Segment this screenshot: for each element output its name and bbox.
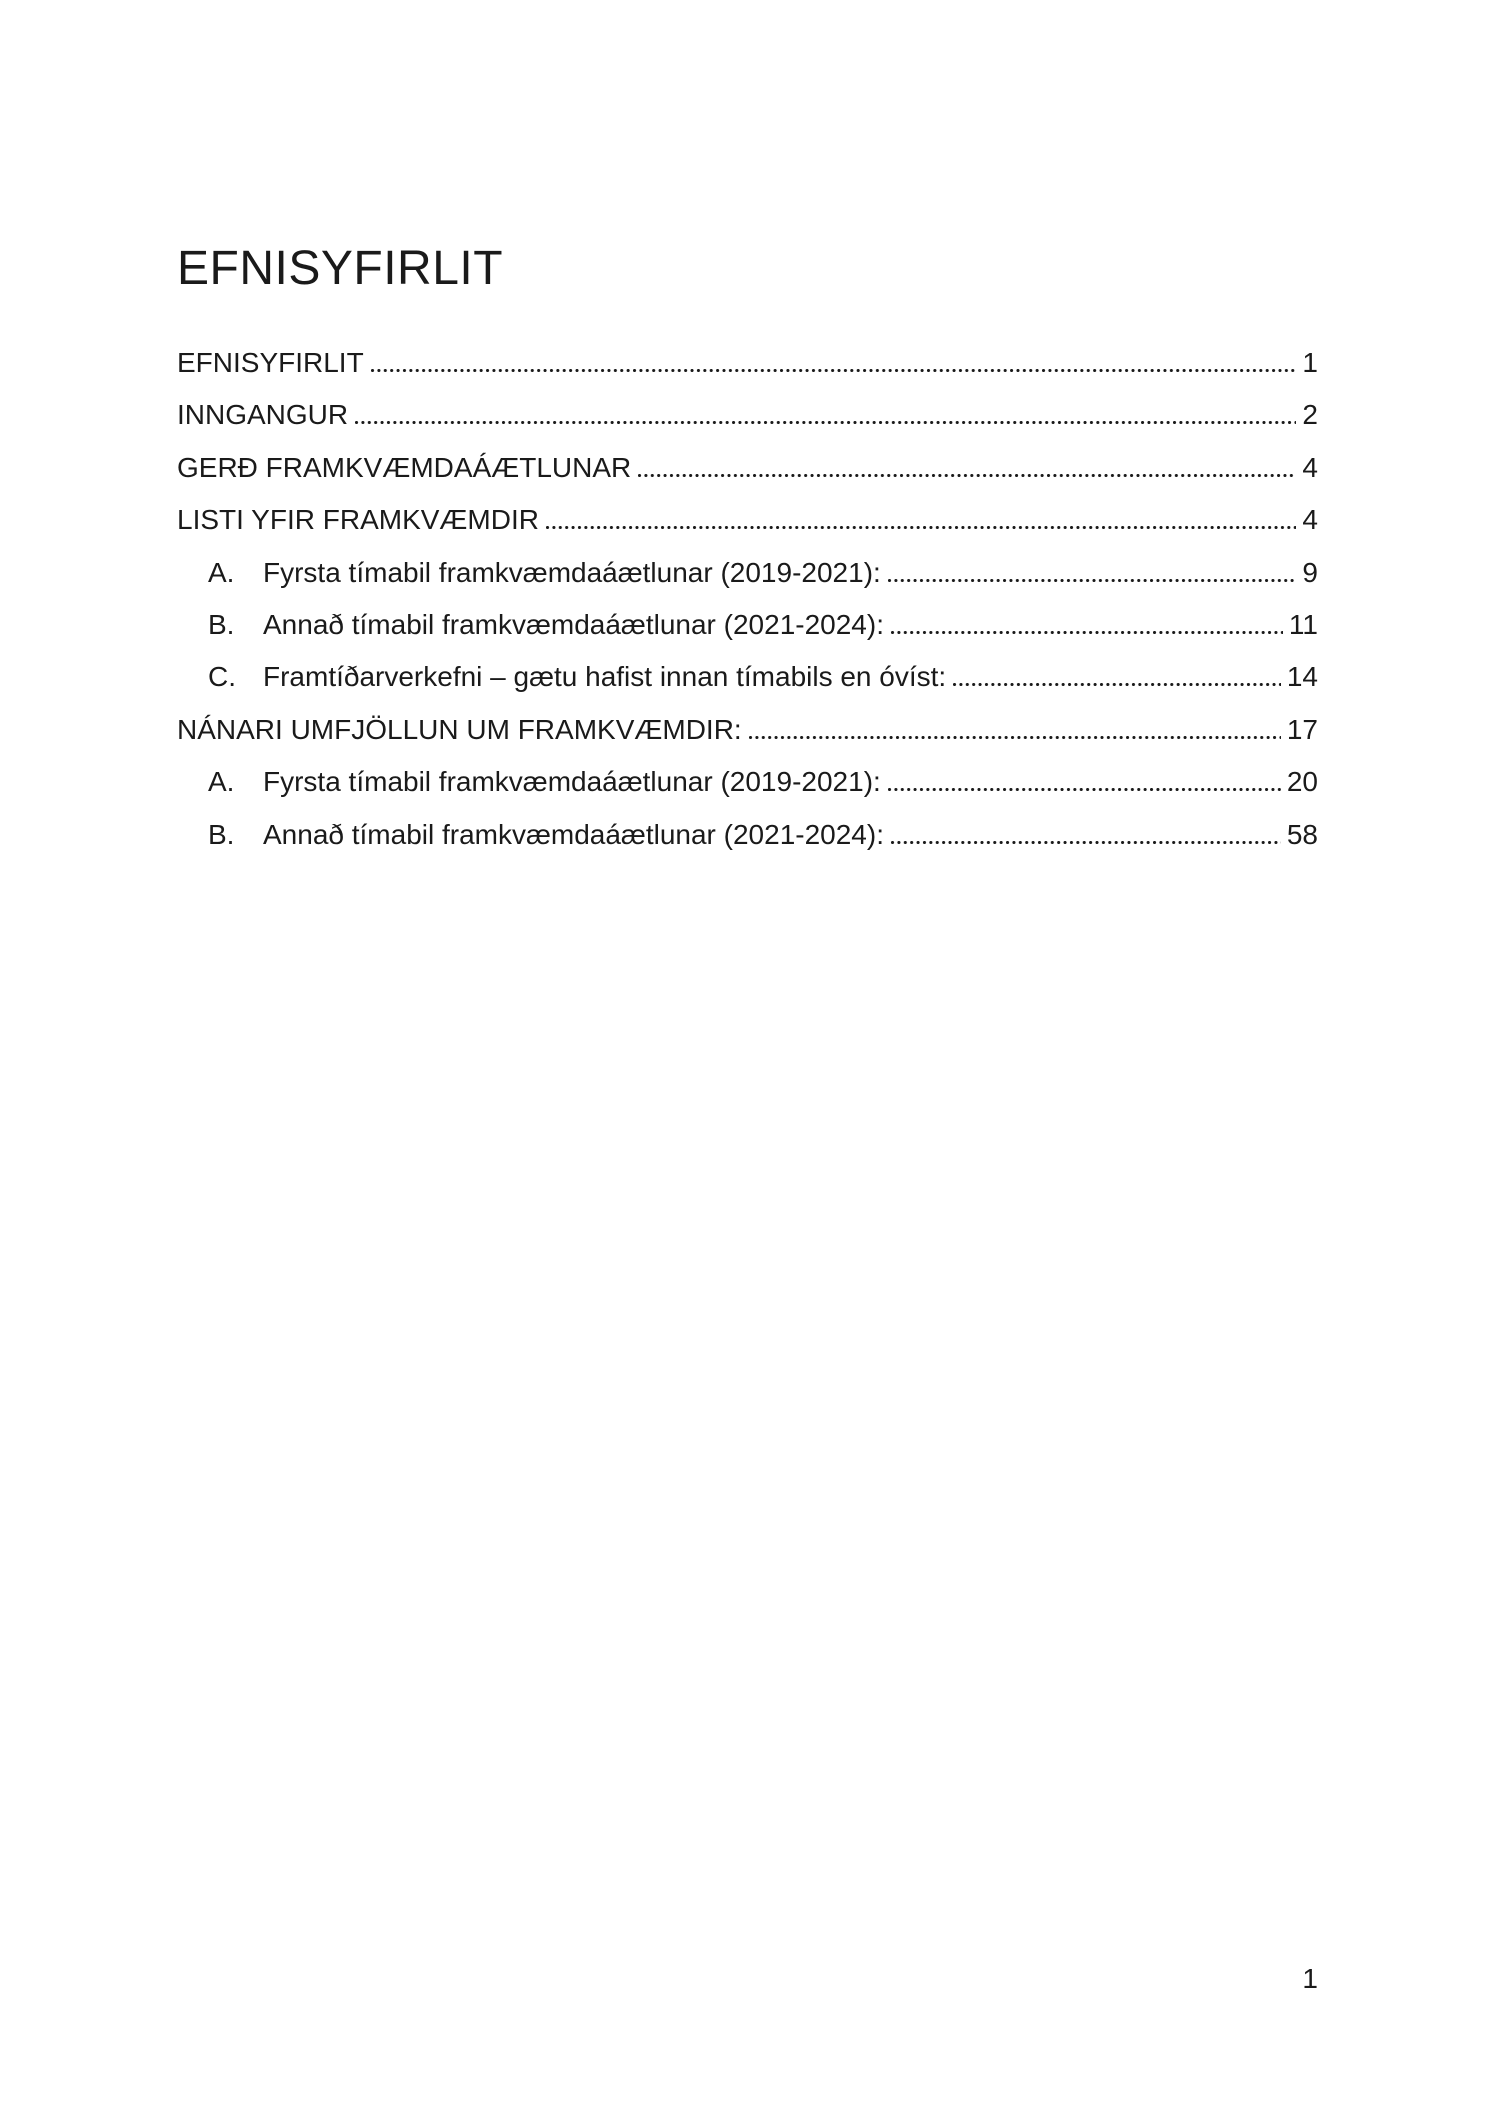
toc-leader-dots	[888, 788, 1281, 791]
toc-entry	[177, 389, 1318, 441]
toc-entry-letter: B.	[208, 608, 235, 640]
toc-leader-dots	[891, 631, 1283, 634]
toc-leader-dots	[891, 841, 1281, 844]
toc-entry-label: Fyrsta tímabil framkvæmdaáætlunar (2019-2021):	[263, 766, 881, 798]
toc-entry-letter: B.	[208, 818, 235, 850]
toc-entry-label: LISTI YFIR FRAMKVÆMDIR	[177, 504, 539, 536]
toc-entry	[177, 756, 1318, 808]
table-of-contents	[177, 337, 1318, 861]
toc-entry-letter: A.	[208, 766, 235, 798]
toc-entry	[177, 651, 1318, 703]
toc-leader-dots	[749, 736, 1281, 739]
toc-entry	[177, 442, 1318, 494]
toc-entry-page: 2	[1302, 399, 1318, 431]
toc-entry	[177, 547, 1318, 599]
toc-entry-label: NÁNARI UMFJÖLLUN UM FRAMKVÆMDIR:	[177, 713, 742, 745]
toc-entry-page: 9	[1302, 556, 1318, 588]
toc-entry	[177, 809, 1318, 861]
toc-entry-page: 4	[1302, 451, 1318, 483]
toc-entry-letter: A.	[208, 556, 235, 588]
toc-leader-dots	[888, 579, 1297, 582]
toc-entry	[177, 599, 1318, 651]
toc-leader-dots	[355, 421, 1296, 424]
toc-entry-page: 20	[1286, 766, 1318, 798]
toc-leader-dots	[546, 526, 1296, 529]
toc-entry-page: 1	[1302, 347, 1318, 378]
toc-entry-label: INNGANGUR	[177, 399, 349, 431]
toc-entry-label: Framtíðarverkefni – gætu hafist innan tímabils en óvíst:	[263, 661, 947, 693]
toc-entry-label: Fyrsta tímabil framkvæmdaáætlunar (2019-2021):	[263, 556, 881, 588]
page-title: EFNISYFIRLIT	[177, 242, 504, 296]
footer-page-number: 1	[1302, 1963, 1318, 1994]
toc-entry-page: 4	[1302, 504, 1318, 536]
toc-entry	[177, 704, 1318, 756]
toc-entry-page: 14	[1286, 661, 1318, 693]
toc-entry-page: 11	[1288, 608, 1318, 640]
toc-entry-label: GERÐ FRAMKVÆMDAÁÆTLUNAR	[177, 451, 632, 483]
toc-entry-label: Annað tímabil framkvæmdaáætlunar (2021-2024):	[263, 608, 884, 640]
toc-leader-dots	[638, 474, 1296, 477]
toc-entry	[177, 337, 1318, 389]
toc-entry-page: 17	[1286, 713, 1318, 745]
toc-leader-dots	[953, 683, 1281, 686]
toc-entry-label: EFNISYFIRLIT	[177, 347, 364, 378]
toc-entry-letter: C.	[208, 661, 236, 693]
toc-entry-label: Annað tímabil framkvæmdaáætlunar (2021-2024):	[263, 818, 884, 850]
toc-entry-page: 58	[1286, 818, 1318, 850]
toc-entry	[177, 494, 1318, 546]
toc-leader-dots	[371, 369, 1297, 372]
